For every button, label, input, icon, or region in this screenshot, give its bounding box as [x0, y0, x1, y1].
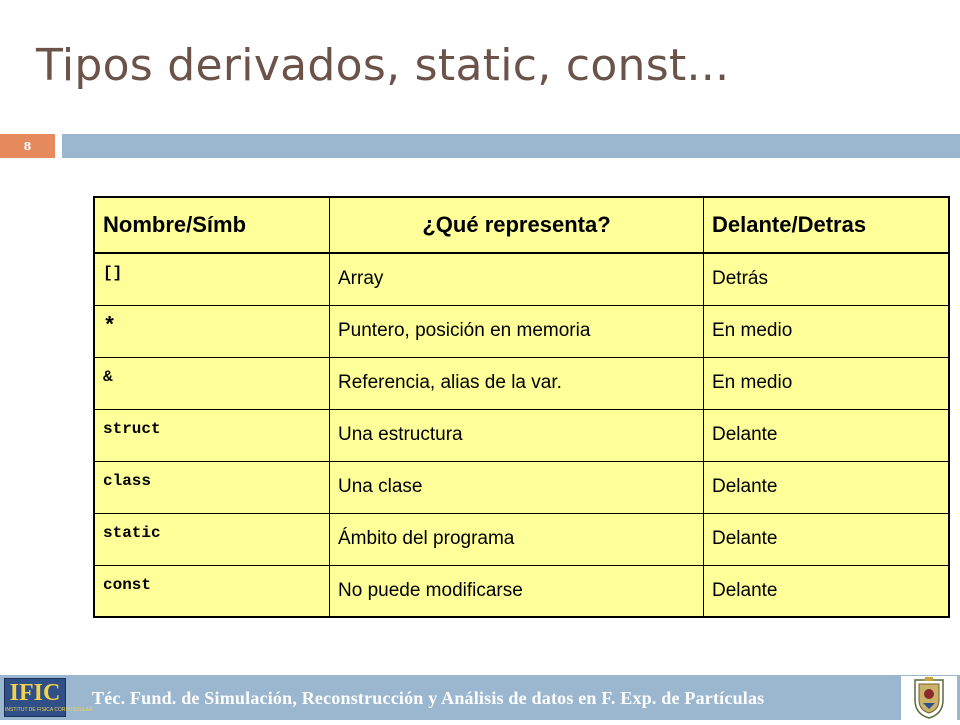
position-cell: Detrás: [704, 253, 950, 305]
position-cell: Delante: [704, 409, 950, 461]
table-row: [94, 565, 949, 617]
symbol-cell: static: [94, 513, 330, 565]
symbol-cell: struct: [94, 409, 330, 461]
position-cell: Delante: [704, 513, 950, 565]
table-row: [94, 461, 949, 513]
table-row: [94, 513, 949, 565]
table-row: [94, 253, 949, 305]
position-cell: En medio: [704, 305, 950, 357]
symbol-cell: class: [94, 461, 330, 513]
meaning-cell: Puntero, posición en memoria: [330, 305, 704, 357]
table-header-row: [94, 197, 949, 253]
meaning-cell: Referencia, alias de la var.: [330, 357, 704, 409]
symbol-cell: *: [94, 305, 330, 357]
table-row: [94, 409, 949, 461]
header-meaning: ¿Qué representa?: [330, 197, 704, 253]
ific-logo-subtext: INSTITUT DE FISICA CORPUSCULAR: [5, 707, 93, 713]
symbols-table-container: [93, 196, 950, 618]
university-crest-graphic: [901, 676, 957, 720]
position-cell: Delante: [704, 461, 950, 513]
page-number: 8: [23, 139, 32, 153]
symbol-cell: const: [94, 565, 330, 617]
footer-course-title: Téc. Fund. de Simulación, Reconstrucción y Análisis de datos en F. Exp. de Partículas: [92, 688, 765, 708]
header-position: Delante/Detras: [704, 197, 950, 253]
ific-logo: [4, 678, 93, 717]
table-row: [94, 357, 949, 409]
symbol-cell: &: [94, 357, 330, 409]
position-cell: Delante: [704, 565, 950, 617]
header-name-symbol: Nombre/Símb: [94, 197, 330, 253]
meaning-cell: Array: [330, 253, 704, 305]
ific-logo-text: IFIC: [9, 680, 61, 706]
university-crest-icon: [901, 676, 957, 720]
title-rule-bar: [62, 134, 960, 158]
symbol-cell: []: [94, 253, 330, 305]
table-row: [94, 305, 949, 357]
symbols-table: [93, 196, 950, 618]
meaning-cell: Una clase: [330, 461, 704, 513]
meaning-cell: Una estructura: [330, 409, 704, 461]
meaning-cell: No puede modificarse: [330, 565, 704, 617]
page-number-badge: [0, 134, 55, 158]
slide-title: Tipos derivados, static, const...: [36, 40, 730, 91]
meaning-cell: Ámbito del programa: [330, 513, 704, 565]
position-cell: En medio: [704, 357, 950, 409]
